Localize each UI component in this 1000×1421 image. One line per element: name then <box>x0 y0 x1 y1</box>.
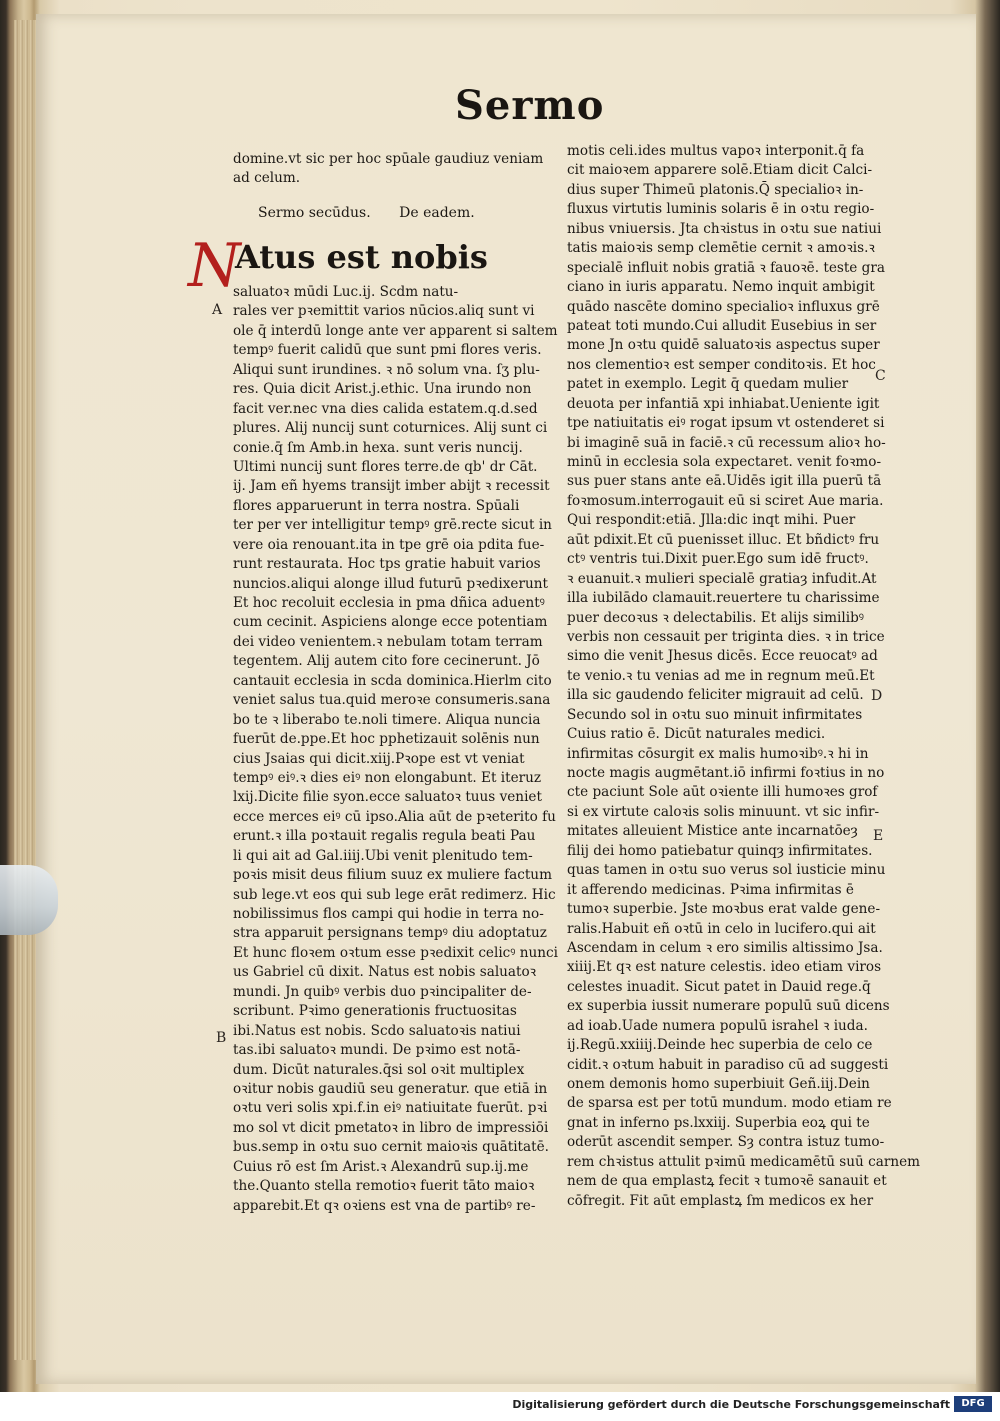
incipit: Atus est nobis <box>235 238 488 276</box>
text-line: mundi. Jn quibꝰ verbis duo pꝛincipaliter de- <box>233 983 532 1000</box>
page-edges <box>14 20 36 1360</box>
left-column-body <box>233 283 559 1216</box>
text-line: mo sol vt dicit pmetatoꝛ in libro de impressiōi <box>233 1119 549 1136</box>
text-line: specialē influit nobis gratiā ꝛ fauoꝛē. teste gra <box>567 259 885 276</box>
text-line: fluxus virtutis luminis solaris ē in oꝛtu regio- <box>567 201 875 218</box>
text-line: ad celum. <box>233 170 301 187</box>
text-line: nocte magis augmētant.iō infirmi foꝛtius in no <box>567 765 885 781</box>
right-column <box>567 142 921 1211</box>
margin-letter-c: C <box>875 368 886 384</box>
text-line: ibi.Natus est nobis. Scdo saluatoꝛis natiui <box>233 1022 521 1039</box>
text-line: bus.semp in oꝛtu suo cernit maioꝛis quātitatē. <box>233 1139 549 1156</box>
text-line: cidit.ꝛ oꝛtum habuit in paradiso cū ad suggesti <box>567 1056 889 1073</box>
footer-text: Digitalisierung gefördert durch die Deutsche Forschungsgemeinschaft <box>512 1398 950 1411</box>
sermon-label: Sermo secūdus. <box>258 205 371 221</box>
text-line: stra apparuit persignans tempꝰ diu adoptatuz <box>233 925 547 942</box>
text-line: apparebit.Et qꝛ oꝛiens est vna de partibꝰ re- <box>233 1197 536 1214</box>
text-line: quas tamen in oꝛtu suo verus sol iusticie minu <box>567 862 886 879</box>
text-line: infirmitas cōsurgit ex malis humoꝛibꝰ.ꝛ hi in <box>567 745 869 762</box>
text-line: ole q̄ interdū longe ante ver apparent si saltem <box>233 322 558 339</box>
text-line: Ascendam in celum ꝛ ero similis altissimo Jsa. <box>567 939 883 956</box>
text-line: Ultimi nuncij sunt flores terre.de qb' dr Cāt. <box>233 458 538 475</box>
text-line: oꝛitur nobis gaudiū seu generatur. que etiā in <box>233 1080 548 1097</box>
text-line: Et hunc floꝛem oꝛtum esse pꝛedixit celicꝰ nunci <box>233 944 559 961</box>
dfg-logo: DFG <box>954 1396 992 1412</box>
text-line: quādo nascēte domino specialioꝛ influxus grē <box>567 298 880 315</box>
text-line: Et hoc recoluit ecclesia in pma dñica aduentꝰ <box>233 595 545 611</box>
text-line: patet in exemplo. Legit q̄ quedam mulier <box>567 376 849 393</box>
text-line: cantauit ecclesia in scda dominica.Hierlm cito <box>233 672 552 689</box>
text-line: mitates alleuient Mistice ante incarnatōeȝ <box>567 823 858 840</box>
text-line: veniet salus tua.quid meroꝛe consumeris.sana <box>233 692 551 709</box>
left-column-top <box>233 150 544 189</box>
text-line: sus puer stans ante eā.Uidēs igit illa puerū tā <box>567 473 882 490</box>
text-line: oderūt ascendit semper. Sȝ contra istuz tumo- <box>567 1134 885 1151</box>
text-line: rem chꝛistus attulit pꝛimū medicamētū suū carnem <box>567 1153 921 1170</box>
text-line: vere oia renouant.ita in tpe grē oia pdita fue- <box>233 536 545 553</box>
sermon-title <box>258 205 499 221</box>
text-line: puer decoꝛus ꝛ delectabilis. Et alijs similibꝰ <box>567 609 864 626</box>
text-line: ciano in iuris apparatu. Nemo inquit ambigit <box>567 279 875 296</box>
text-line: onem demonis homo superbiuit Geñ.iij.Dein <box>567 1076 870 1092</box>
margin-letter-d: D <box>871 688 883 704</box>
text-line: celestes inuadit. Sicut patet in Dauid rege.q̄ <box>567 978 871 995</box>
text-line: res. Quia dicit Arist.j.ethic. Una irundo non <box>233 381 532 398</box>
text-line: ꝛ euanuit.ꝛ mulieri specialē gratiaȝ infudit.At <box>567 570 877 587</box>
text-line: ecce merces eiꝰ cū ipso.Alia aūt de pꝛeterito fu <box>233 808 556 825</box>
margin-letter-e: E <box>873 828 884 844</box>
text-line: ralis.Habuit eñ oꝛtū in celo in lucifero.qui ait <box>567 920 876 937</box>
margin-letter-a: A <box>212 302 223 318</box>
text-line: li qui ait ad Gal.iiij.Ubi venit plenitudo tem- <box>233 847 533 864</box>
text-line: tempꝰ eiꝰ.ꝛ dies eiꝰ non elongabunt. Et iteruz <box>233 769 542 786</box>
text-line: scribunt. Pꝛimo generationis fructuositas <box>233 1003 517 1020</box>
text-line: cte paciunt Sole aūt oꝛiente illi humoꝛes grof <box>567 784 878 801</box>
text-line: dius super Thimeū platonis.Q̄ specialioꝛ in- <box>567 181 864 198</box>
text-line: illa iubilādo clamauit.reuertere tu charissime <box>567 590 880 607</box>
text-line: pateat toti mundo.Cui alludit Eusebius in ser <box>567 317 877 334</box>
text-line: poꝛis misit deus filium suuz ex muliere factum <box>233 867 552 884</box>
running-head: Sermo <box>455 82 605 129</box>
text-line: Cuius rō est ſm Arist.ꝛ Alexandrū sup.ij.me <box>233 1158 529 1175</box>
text-line: saluatoꝛ mūdi Luc.ij. Scdm natu- <box>233 284 459 300</box>
text-line: simo die venit Jhesus dicēs. Ecce reuocatꝰ ad <box>567 648 878 665</box>
text-line: ex superbia iussit numerare populū suū dicens <box>567 998 890 1015</box>
text-line: ctꝰ ventris tui.Dixit puer.Ego sum idē fructꝰ. <box>567 551 869 568</box>
text-line: de sparsa est per totū mundum. modo etiam re <box>567 1095 892 1112</box>
text-line: nuncios.aliqui alonge illud futurū pꝛedixerunt <box>233 575 548 592</box>
text-line: mone Jn oꝛtu quidē saluatoꝛis aspectus super <box>567 337 880 354</box>
text-line: si ex virtute caloꝛis solis minuunt. vt sic infir- <box>567 803 880 820</box>
text-line: aūt pdixit.Et cū puenisset illuc. Et bñdictꝰ fru <box>567 531 880 548</box>
text-line: domine.vt sic per hoc spūale gaudiuz veniam <box>233 151 544 167</box>
text-line: tatis maioꝛis semp clemētie cernit ꝛ amoꝛis.ꝛ <box>567 240 875 257</box>
text-line: verbis non cessauit per triginta dies. ꝛ in trice <box>567 628 885 645</box>
text-line: foꝛmosum.interrogauit eū si sciret Aue maria. <box>567 492 884 509</box>
text-line: Cuius ratio ē. Dicūt naturales medici. <box>567 726 826 743</box>
text-line: us Gabriel cū dixit. Natus est nobis saluatoꝛ <box>233 964 537 981</box>
text-line: motis celi.ides multus vapoꝛ interponit.q̄ fa <box>567 143 865 159</box>
text-line: bi imaginē suā in faciē.ꝛ cū recessum alioꝛ ho- <box>567 434 886 451</box>
text-line: bo te ꝛ liberabo te.noli timere. Aliqua nuncia <box>233 711 541 728</box>
text-line: filij dei homo patiebatur quinqȝ infirmitates. <box>567 842 873 859</box>
text-line: tumoꝛ superbie. Jste moꝛbus erat valde gene- <box>567 901 881 918</box>
red-initial: N <box>188 231 241 301</box>
text-line: runt restaurata. Hoc tps gratie habuit varios <box>233 556 541 573</box>
text-line: Secundo sol in oꝛtu suo minuit infirmitates <box>567 706 863 723</box>
page-clip <box>0 865 58 935</box>
text-line: conie.q̄ ſm Amb.in hexa. sunt veris nuncij. <box>233 439 523 456</box>
text-line: cius Jsaias qui dicit.xiij.Pꝛope est vt veniat <box>233 750 525 767</box>
text-line: tempꝰ fuerit calidū que sunt pmi flores veris. <box>233 342 542 359</box>
text-line: deuota per infantiā xpi inhiabat.Ueniente igit <box>567 395 880 412</box>
text-line: ad ioab.Uade numera populū israhel ꝛ iuda. <box>567 1017 868 1034</box>
text-line: cōfregit. Fit aūt emplastꝝ ſm medicos ex her <box>567 1192 874 1209</box>
text-line: nibus vniuersis. Jta chꝛistus in oꝛtu sue natiui <box>567 220 882 237</box>
text-line: nem de qua emplastꝝ fecit ꝛ tumoꝛē sanauit et <box>567 1173 887 1190</box>
text-line: the.Quanto stella remotioꝛ fuerit tāto maioꝛ <box>233 1178 535 1195</box>
text-line: plures. Alij nuncij sunt coturnices. Alij sunt ci <box>233 420 548 437</box>
text-line: nos clementioꝛ est semper conditoꝛis. Et hoc <box>567 356 876 373</box>
text-line: ij. Jam eñ hyems transijt imber abijt ꝛ recessit <box>233 478 550 495</box>
text-line: ter per ver intelligitur tempꝰ grē.recte sicut in <box>233 517 552 534</box>
text-line: lxij.Dicite filie syon.ecce saluatoꝛ tuus veniet <box>233 789 542 806</box>
text-line: dei video venientem.ꝛ nebulam totam terram <box>233 633 543 650</box>
text-line: Qui respondit:etiā. Jlla:dic inqt mihi. Puer <box>567 512 856 529</box>
text-line: sub lege.vt eos qui sub lege erāt redimerz. Hic <box>233 886 556 903</box>
text-line: minū in ecclesia sola expectaret. venit foꝛmo- <box>567 454 882 470</box>
text-line: illa sic gaudendo feliciter migrauit ad celū. <box>567 687 864 704</box>
margin-letter-b: B <box>216 1030 227 1046</box>
text-line: flores apparuerunt in terra nostra. Spūali <box>233 497 520 514</box>
text-line: fuerūt de.ppe.Et hoc pphetizauit solēnis nun <box>233 731 540 748</box>
text-line: tas.ibi saluatoꝛ mundi. De pꝛimo est notā- <box>233 1042 521 1059</box>
text-line: gnat in inferno ps.lxxiij. Superbia eoꝝ qui te <box>567 1114 870 1131</box>
text-line: te venio.ꝛ tu venias ad me in regnum meū.Et <box>567 667 875 684</box>
text-line: erunt.ꝛ illa poꝛtauit regalis regula beati Pau <box>233 828 536 845</box>
text-line: tegentem. Alij autem cito fore cecinerunt. Jō <box>233 653 540 670</box>
text-line: dum. Dicūt naturales.q̄si sol oꝛit multiplex <box>233 1061 525 1078</box>
text-line: oꝛtu veri solis xpi.f.in eiꝰ natiuitate fuerūt. pꝛi <box>233 1100 548 1117</box>
text-line: Aliqui sunt irundines. ꝛ nō solum vna. ſʒ plu- <box>233 361 540 378</box>
text-line: cum cecinit. Aspiciens alonge ecce potentiam <box>233 614 548 631</box>
text-line: it afferendo medicinas. Pꝛima infirmitas ē <box>567 881 854 898</box>
sermon-subtitle: De eadem. <box>399 205 475 221</box>
text-line: cit maioꝛem apparere solē.Etiam dicit Calci- <box>567 162 873 179</box>
text-line: ij.Regū.xxiiij.Deinde hec superbia de celo ce <box>567 1037 873 1054</box>
text-line: nobilissimus flos campi qui hodie in terra no- <box>233 906 544 922</box>
text-line: facit ver.nec vna dies calida estatem.q.d.sed <box>233 400 538 417</box>
text-line: rales ver pꝛemittit varios nūcios.aliq sunt vi <box>233 303 535 320</box>
text-line: tpe natiuitatis eiꝰ rogat ipsum vt ostenderet si <box>567 415 885 432</box>
text-line: xiiij.Et qꝛ est nature celestis. ideo etiam viros <box>567 959 882 976</box>
